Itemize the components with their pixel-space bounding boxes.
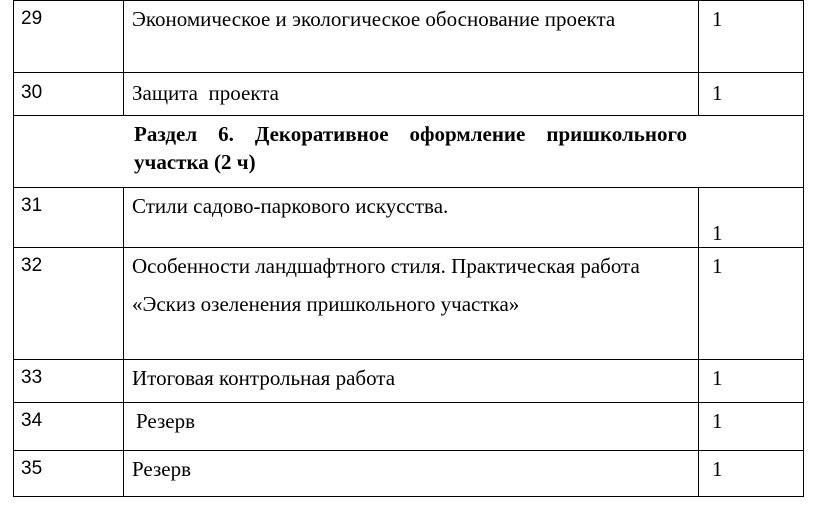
lesson-number: 29: [14, 1, 124, 73]
lesson-number: 35: [14, 451, 124, 497]
lesson-hours: 1: [699, 248, 804, 360]
lesson-number: 31: [14, 188, 124, 248]
lesson-hours: 1: [699, 1, 804, 73]
lesson-topic: Защита проекта: [124, 73, 699, 116]
table-row: [14, 403, 804, 451]
lesson-hours: 1: [699, 451, 804, 497]
section-title: Раздел 6. Декоративное оформление пришкольного участка (2 ч): [14, 116, 804, 188]
lesson-topic-note: «Эскиз озеленения пришкольного участка»: [132, 292, 520, 316]
table-row: [14, 451, 804, 497]
lesson-topic-main: Особенности ландшафтного стиля. Практическая работа: [132, 254, 640, 278]
section-row: [14, 116, 804, 188]
lesson-topic: Резерв: [124, 451, 699, 497]
lesson-hours: 1: [699, 188, 804, 248]
table-row: [14, 248, 804, 360]
lesson-number: 33: [14, 360, 124, 403]
lesson-hours: 1: [699, 403, 804, 451]
table-row: [14, 360, 804, 403]
table-row: [14, 1, 804, 73]
lesson-topic: Итоговая контрольная работа: [124, 360, 699, 403]
table-row: [14, 73, 804, 116]
lesson-topic: Резерв: [124, 403, 699, 451]
lesson-topic: Стили садово-паркового искусства.: [124, 188, 699, 248]
lesson-topic: [124, 248, 699, 360]
lesson-plan-table: [13, 0, 804, 497]
lesson-number: 30: [14, 73, 124, 116]
lesson-hours: 1: [699, 360, 804, 403]
lesson-topic: Экономическое и экологическое обоснование проекта: [124, 1, 699, 73]
lesson-hours: 1: [699, 73, 804, 116]
lesson-number: 34: [14, 403, 124, 451]
lesson-number: 32: [14, 248, 124, 360]
table-row: [14, 188, 804, 248]
